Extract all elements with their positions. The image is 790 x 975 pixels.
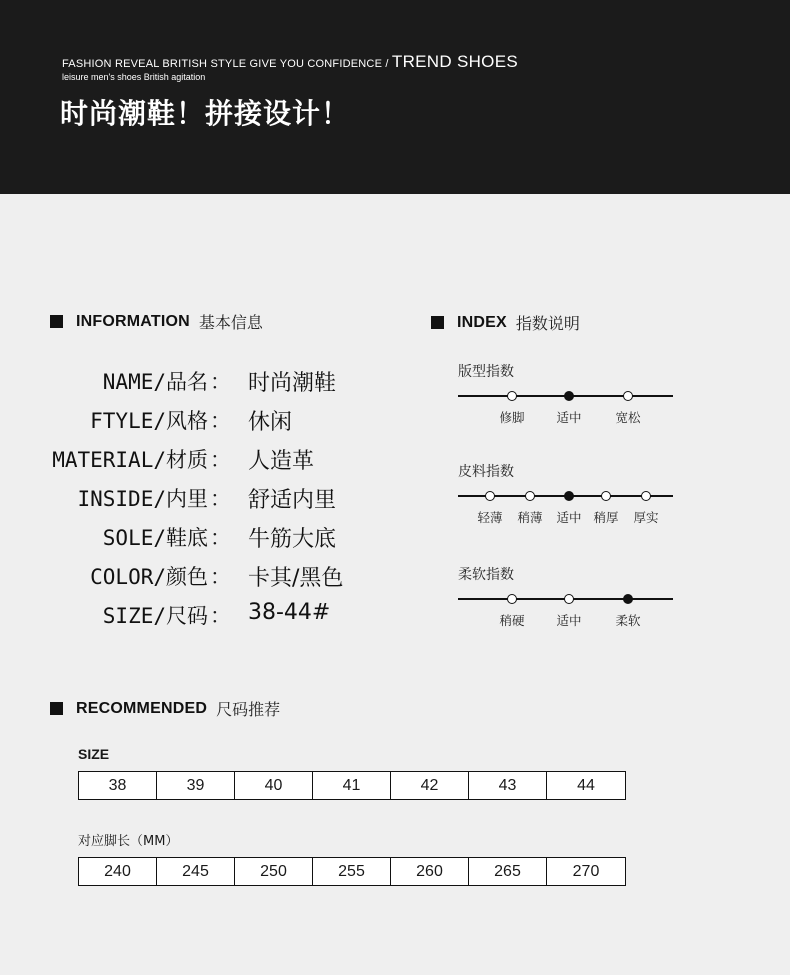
info-key: COLOR/颜色 (90, 565, 208, 589)
info-value: 牛筋大底 (248, 527, 337, 552)
foot-length-cell: 240 (79, 858, 157, 885)
foot-length-cell: 255 (313, 858, 391, 885)
info-colon: ： (210, 487, 231, 511)
foot-length-cell: 245 (157, 858, 235, 885)
foot-length-label: 对应脚长（MM） (78, 834, 179, 849)
selected-dot-icon (564, 391, 574, 401)
foot-length-cell: 265 (469, 858, 547, 885)
index-option-label: 适中 (556, 510, 582, 525)
size-cell: 42 (391, 772, 469, 799)
info-row (0, 522, 790, 552)
info-colon: ： (210, 604, 231, 628)
info-value: 38-44# (248, 600, 331, 625)
foot-length-cell: 260 (391, 858, 469, 885)
info-key: FTYLE/风格 (90, 409, 208, 433)
information-heading-cn: 基本信息 (198, 313, 263, 332)
index-heading-en: INDEX (457, 313, 507, 331)
index-option-label: 稍薄 (517, 510, 543, 525)
index-option-label: 轻薄 (477, 510, 503, 525)
info-value: 舒适内里 (248, 488, 337, 513)
size-cell: 41 (313, 772, 391, 799)
index-heading-cn: 指数说明 (515, 314, 580, 333)
scale-dot-icon (623, 391, 633, 401)
banner-tagline (62, 52, 518, 72)
index-option-label: 适中 (556, 410, 582, 425)
information-heading (50, 310, 263, 333)
info-row (0, 366, 790, 396)
recommended-heading-en: RECOMMENDED (76, 699, 208, 717)
scale-dot-icon (507, 594, 517, 604)
info-row (0, 444, 790, 474)
index-heading (431, 311, 580, 334)
index-scale-label: 皮料指数 (458, 464, 514, 480)
info-key: NAME/品名 (102, 370, 208, 394)
foot-length-cell: 270 (572, 862, 600, 880)
index-option-label: 修脚 (499, 410, 525, 425)
banner-title: 时尚潮鞋！拼接设计！ (60, 97, 351, 130)
index-scale-label: 柔软指数 (458, 567, 514, 583)
index-option-label: 稍硬 (499, 613, 525, 628)
scale-dot-icon (485, 491, 495, 501)
size-cell: 40 (235, 772, 313, 799)
info-colon: ： (210, 370, 231, 394)
info-key: SOLE/鞋底 (102, 526, 208, 550)
info-colon: ： (210, 448, 231, 472)
info-colon: ： (210, 409, 231, 433)
recommended-heading (50, 697, 280, 720)
scale-dot-icon (601, 491, 611, 501)
size-cell: 44 (577, 776, 595, 794)
info-row (0, 561, 790, 591)
foot-length-cell: 250 (235, 858, 313, 885)
foot-length-table (78, 857, 626, 886)
square-bullet-icon (431, 316, 444, 329)
recommended-heading-cn: 尺码推荐 (216, 700, 281, 719)
size-cell: 39 (157, 772, 235, 799)
header-banner (0, 0, 790, 194)
info-key: INSIDE/内里 (77, 487, 208, 511)
info-colon: ： (210, 526, 231, 550)
information-heading-en: INFORMATION (76, 312, 190, 330)
selected-dot-icon (623, 594, 633, 604)
info-row (0, 600, 790, 630)
index-option-label: 稍厚 (593, 510, 619, 525)
size-cell: 43 (469, 772, 547, 799)
info-value: 时尚潮鞋 (248, 371, 337, 396)
index-option-label: 适中 (556, 613, 582, 628)
size-label: SIZE (78, 746, 110, 762)
banner-subline: leisure men's shoes British agitation (62, 72, 206, 82)
info-key: MATERIAL/材质 (52, 448, 208, 472)
scale-dot-icon (564, 594, 574, 604)
info-row (0, 483, 790, 513)
size-cell: 38 (79, 772, 157, 799)
tagline-big: TREND SHOES (391, 52, 518, 71)
info-colon: ： (210, 565, 231, 589)
index-option-label: 厚实 (633, 510, 659, 525)
square-bullet-icon (50, 315, 63, 328)
info-row (0, 405, 790, 435)
size-table (78, 771, 626, 800)
index-option-label: 柔软 (615, 613, 641, 628)
scale-dot-icon (641, 491, 651, 501)
index-scale-label: 版型指数 (458, 364, 514, 380)
scale-dot-icon (507, 391, 517, 401)
index-option-label: 宽松 (615, 410, 641, 425)
scale-dot-icon (525, 491, 535, 501)
info-value: 人造革 (248, 449, 315, 474)
info-value: 卡其/黑色 (248, 566, 344, 591)
tagline-small: FASHION REVEAL BRITISH STYLE GIVE YOU CONFIDENCE / (62, 58, 392, 70)
info-key: SIZE/尺码 (102, 604, 208, 628)
square-bullet-icon (50, 702, 63, 715)
info-value: 休闲 (248, 410, 293, 435)
selected-dot-icon (564, 491, 574, 501)
